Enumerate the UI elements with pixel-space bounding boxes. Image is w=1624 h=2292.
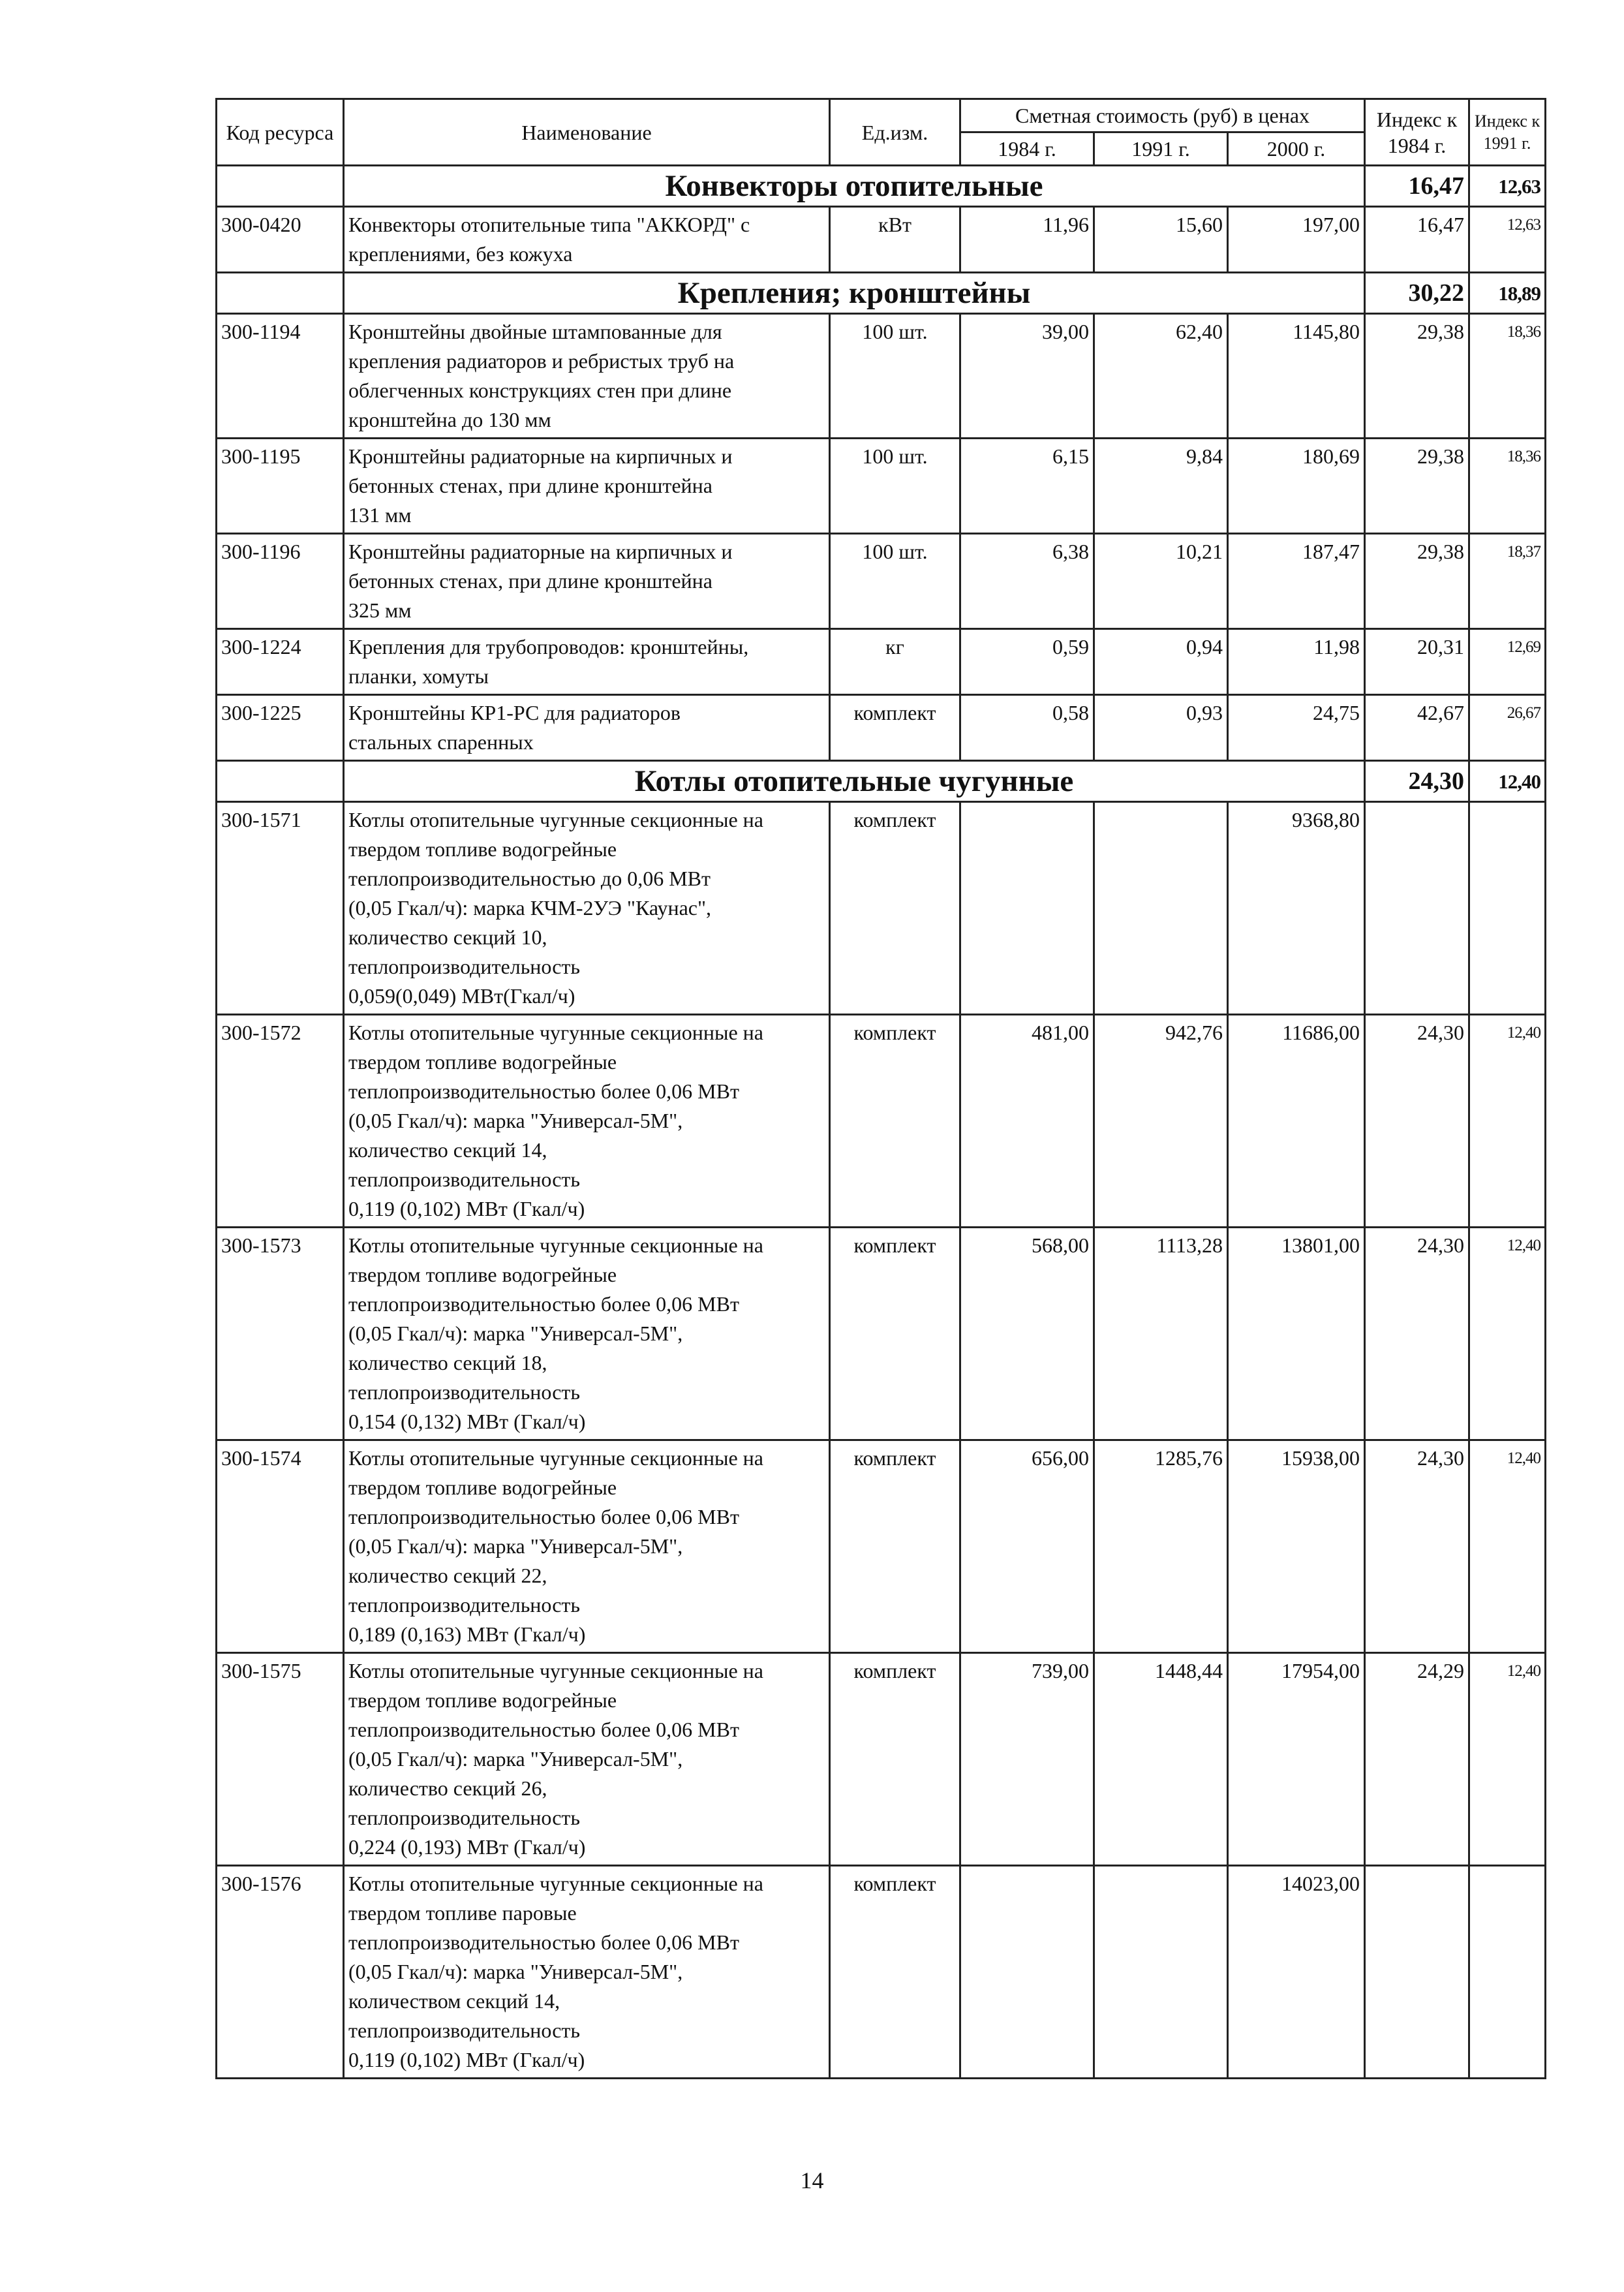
resource-name-line: 325 мм <box>348 598 412 622</box>
price-1984: 481,00 <box>960 1015 1094 1228</box>
resource-code: 300-1571 <box>217 802 344 1015</box>
resource-name-line: 0,154 (0,132) МВт (Гкал/ч) <box>348 1410 586 1433</box>
resource-name-line: теплопроизводительность <box>348 955 580 978</box>
index-1991: 12,40 <box>1469 1015 1546 1228</box>
resource-name-line: Конвекторы отопительные типа "АККОРД" с <box>348 213 750 236</box>
resource-name-line: теплопроизводительностью более 0,06 МВт <box>348 1930 739 1954</box>
resource-name-line: теплопроизводительность <box>348 1380 580 1404</box>
unit-cell: комплект <box>830 1228 960 1440</box>
price-1991: 1448,44 <box>1094 1653 1228 1866</box>
resource-name-line: твердом топливе водогрейные <box>348 1050 617 1074</box>
resource-name-line: теплопроизводительность <box>348 1806 580 1829</box>
price-2000: 14023,00 <box>1228 1866 1365 2079</box>
resource-name-line: (0,05 Гкал/ч): марка "Универсал-5М", <box>348 1109 683 1132</box>
resource-name-line: Котлы отопительные чугунные секционные на <box>348 1446 763 1470</box>
price-2000: 180,69 <box>1228 439 1365 534</box>
resource-name-line: Кронштейны двойные штампованные для <box>348 320 722 343</box>
price-1991: 9,84 <box>1094 439 1228 534</box>
index-1984: 24,30 <box>1365 1015 1469 1228</box>
resource-name-line: планки, хомуты <box>348 664 489 688</box>
price-2000: 24,75 <box>1228 695 1365 761</box>
price-1984: 39,00 <box>960 314 1094 439</box>
price-1984: 739,00 <box>960 1653 1094 1866</box>
index-1984: 24,29 <box>1365 1653 1469 1866</box>
resource-code: 300-1196 <box>217 534 344 629</box>
resource-name-line: теплопроизводительностью более 0,06 МВт <box>348 1079 739 1103</box>
resource-name-line: теплопроизводительностью до 0,06 МВт <box>348 867 711 890</box>
resource-name <box>344 439 830 534</box>
index-1991: 12,63 <box>1469 207 1546 273</box>
section-index-1984: 30,22 <box>1365 273 1469 314</box>
header-name: Наименование <box>344 99 830 166</box>
resource-name <box>344 1015 830 1228</box>
section-title: Крепления; кронштейны <box>344 273 1365 314</box>
header-cost-group: Сметная стоимость (руб) в ценах <box>960 99 1365 132</box>
resource-code: 300-1194 <box>217 314 344 439</box>
price-1991: 1113,28 <box>1094 1228 1228 1440</box>
resource-name-line: твердом топливе водогрейные <box>348 1688 617 1712</box>
resource-name-line: твердом топливе водогрейные <box>348 1476 617 1499</box>
section-header-row <box>217 761 1546 802</box>
price-2000: 9368,80 <box>1228 802 1365 1015</box>
price-1991 <box>1094 1866 1228 2079</box>
price-1991: 10,21 <box>1094 534 1228 629</box>
resource-name-line: (0,05 Гкал/ч): марка "Универсал-5М", <box>348 1747 683 1771</box>
price-2000: 15938,00 <box>1228 1440 1365 1653</box>
page-number: 14 <box>800 2167 824 2193</box>
resource-name-line: (0,05 Гкал/ч): марка "Универсал-5М", <box>348 1960 683 1983</box>
resource-name-line: Котлы отопительные чугунные секционные на <box>348 1659 763 1682</box>
table-body <box>217 166 1546 2079</box>
price-1984: 568,00 <box>960 1228 1094 1440</box>
price-1991 <box>1094 802 1228 1015</box>
index-1991: 18,36 <box>1469 439 1546 534</box>
index-1991 <box>1469 802 1546 1015</box>
index-1991: 18,36 <box>1469 314 1546 439</box>
index-1984 <box>1365 802 1469 1015</box>
resource-name-line: твердом топливе водогрейные <box>348 1263 617 1286</box>
header-code: Код ресурса <box>217 99 344 166</box>
header-index-1991: Индекс к 1991 г. <box>1469 99 1546 166</box>
unit-cell: комплект <box>830 695 960 761</box>
resource-code: 300-1575 <box>217 1653 344 1866</box>
resource-name <box>344 314 830 439</box>
resource-code: 300-1195 <box>217 439 344 534</box>
resource-name-line: бетонных стенах, при длине кронштейна <box>348 474 712 497</box>
table-row <box>217 1440 1546 1653</box>
price-1991: 1285,76 <box>1094 1440 1228 1653</box>
index-1991: 12,40 <box>1469 1653 1546 1866</box>
section-title: Котлы отопительные чугунные <box>344 761 1365 802</box>
unit-cell: кг <box>830 629 960 695</box>
table-row <box>217 1015 1546 1228</box>
table-row <box>217 1653 1546 1866</box>
resource-name-line: количество секций 14, <box>348 1138 547 1162</box>
unit-cell: 100 шт. <box>830 314 960 439</box>
header-index-1984: Индекс к 1984 г. <box>1365 99 1469 166</box>
resource-name-line: количество секций 22, <box>348 1564 547 1587</box>
resource-name <box>344 534 830 629</box>
unit-cell: 100 шт. <box>830 439 960 534</box>
price-table-sheet <box>215 98 1544 2079</box>
resource-name-line: количество секций 26, <box>348 1776 547 1800</box>
resource-code: 300-0420 <box>217 207 344 273</box>
price-1991: 0,94 <box>1094 629 1228 695</box>
table-row <box>217 534 1546 629</box>
price-1991: 62,40 <box>1094 314 1228 439</box>
index-1991: 18,37 <box>1469 534 1546 629</box>
table-row <box>217 802 1546 1015</box>
resource-name-line: 0,224 (0,193) МВт (Гкал/ч) <box>348 1835 586 1859</box>
resource-name-line: крепления радиаторов и ребристых труб на <box>348 349 735 373</box>
resource-name-line: твердом топливе водогрейные <box>348 837 617 861</box>
resource-code: 300-1225 <box>217 695 344 761</box>
table-row <box>217 314 1546 439</box>
resource-name-line: Котлы отопительные чугунные секционные на <box>348 1021 763 1044</box>
table-row <box>217 629 1546 695</box>
index-1984: 29,38 <box>1365 314 1469 439</box>
resource-name <box>344 695 830 761</box>
resource-name-line: 0,119 (0,102) МВт (Гкал/ч) <box>348 1197 585 1220</box>
resource-name-line: 0,119 (0,102) МВт (Гкал/ч) <box>348 2048 585 2071</box>
section-header-row <box>217 273 1546 314</box>
header-year-1991: 1991 г. <box>1094 132 1228 166</box>
resource-name-line: количество секций 10, <box>348 925 547 949</box>
price-2000: 1145,80 <box>1228 314 1365 439</box>
price-1984 <box>960 802 1094 1015</box>
section-index-1991: 12,40 <box>1469 761 1546 802</box>
price-1984: 11,96 <box>960 207 1094 273</box>
resource-name-line: (0,05 Гкал/ч): марка КЧМ-2УЭ "Каунас", <box>348 896 712 920</box>
table-row <box>217 207 1546 273</box>
price-1991: 0,93 <box>1094 695 1228 761</box>
table-row <box>217 1228 1546 1440</box>
unit-cell: кВт <box>830 207 960 273</box>
index-1991: 26,67 <box>1469 695 1546 761</box>
index-1984: 29,38 <box>1365 439 1469 534</box>
price-1984: 6,15 <box>960 439 1094 534</box>
resource-code: 300-1572 <box>217 1015 344 1228</box>
price-2000: 197,00 <box>1228 207 1365 273</box>
resource-name <box>344 1440 830 1653</box>
price-1984: 656,00 <box>960 1440 1094 1653</box>
index-1991: 12,40 <box>1469 1440 1546 1653</box>
price-1991: 15,60 <box>1094 207 1228 273</box>
price-1984 <box>960 1866 1094 2079</box>
header-unit: Ед.изм. <box>830 99 960 166</box>
section-title: Конвекторы отопительные <box>344 166 1365 207</box>
resource-name-line: облегченных конструкциях стен при длине <box>348 379 732 402</box>
resource-name-line: твердом топливе паровые <box>348 1901 577 1925</box>
resource-name-line: бетонных стенах, при длине кронштейна <box>348 569 712 593</box>
price-2000: 13801,00 <box>1228 1228 1365 1440</box>
unit-cell: 100 шт. <box>830 534 960 629</box>
price-1984: 0,58 <box>960 695 1094 761</box>
section-index-1991: 12,63 <box>1469 166 1546 207</box>
unit-cell: комплект <box>830 802 960 1015</box>
resource-name-line: теплопроизводительностью более 0,06 МВт <box>348 1292 739 1316</box>
index-1984: 24,30 <box>1365 1228 1469 1440</box>
resource-name-line: креплениями, без кожуха <box>348 242 573 266</box>
header-year-2000: 2000 г. <box>1228 132 1365 166</box>
section-index-1991: 18,89 <box>1469 273 1546 314</box>
resource-name-line: 0,059(0,049) МВт(Гкал/ч) <box>348 984 575 1008</box>
unit-cell: комплект <box>830 1866 960 2079</box>
resource-code: 300-1573 <box>217 1228 344 1440</box>
price-1991: 942,76 <box>1094 1015 1228 1228</box>
resource-name <box>344 207 830 273</box>
section-empty-cell <box>217 273 344 314</box>
resource-name-line: количеством секций 14, <box>348 1989 560 2013</box>
table-row <box>217 439 1546 534</box>
resource-code: 300-1224 <box>217 629 344 695</box>
resource-name-line: Крепления для трубопроводов: кронштейны, <box>348 635 749 658</box>
resource-name <box>344 1228 830 1440</box>
price-2000: 17954,00 <box>1228 1653 1365 1866</box>
price-1984: 6,38 <box>960 534 1094 629</box>
index-1984: 20,31 <box>1365 629 1469 695</box>
unit-cell: комплект <box>830 1440 960 1653</box>
index-1984: 29,38 <box>1365 534 1469 629</box>
price-2000: 11686,00 <box>1228 1015 1365 1228</box>
unit-cell: комплект <box>830 1015 960 1228</box>
section-index-1984: 16,47 <box>1365 166 1469 207</box>
resource-name-line: Котлы отопительные чугунные секционные на <box>348 1233 763 1257</box>
resource-name-line: Котлы отопительные чугунные секционные на <box>348 808 763 831</box>
resource-price-table <box>215 98 1546 2079</box>
section-index-1984: 24,30 <box>1365 761 1469 802</box>
resource-name-line: теплопроизводительность <box>348 1593 580 1617</box>
index-1991 <box>1469 1866 1546 2079</box>
resource-name <box>344 802 830 1015</box>
resource-name-line: Кронштейны КР1-РС для радиаторов <box>348 701 681 724</box>
table-header <box>217 99 1546 166</box>
resource-name-line: 0,189 (0,163) МВт (Гкал/ч) <box>348 1622 586 1646</box>
section-empty-cell <box>217 166 344 207</box>
resource-code: 300-1576 <box>217 1866 344 2079</box>
resource-name-line: теплопроизводительностью более 0,06 МВт <box>348 1505 739 1528</box>
resource-code: 300-1574 <box>217 1440 344 1653</box>
index-1991: 12,40 <box>1469 1228 1546 1440</box>
resource-name-line: стальных спаренных <box>348 730 534 754</box>
price-1984: 0,59 <box>960 629 1094 695</box>
resource-name-line: теплопроизводительность <box>348 1168 580 1191</box>
resource-name-line: 131 мм <box>348 503 412 527</box>
table-row <box>217 1866 1546 2079</box>
resource-name-line: (0,05 Гкал/ч): марка "Универсал-5М", <box>348 1322 683 1345</box>
resource-name-line: количество секций 18, <box>348 1351 547 1374</box>
resource-name-line: Котлы отопительные чугунные секционные на <box>348 1872 763 1895</box>
resource-name <box>344 1866 830 2079</box>
resource-name-line: кронштейна до 130 мм <box>348 408 551 431</box>
index-1984: 42,67 <box>1365 695 1469 761</box>
price-2000: 11,98 <box>1228 629 1365 695</box>
index-1984: 24,30 <box>1365 1440 1469 1653</box>
table-row <box>217 695 1546 761</box>
resource-name-line: теплопроизводительностью более 0,06 МВт <box>348 1718 739 1741</box>
resource-name-line: Кронштейны радиаторные на кирпичных и <box>348 540 733 563</box>
section-header-row <box>217 166 1546 207</box>
resource-name <box>344 629 830 695</box>
resource-name-line: (0,05 Гкал/ч): марка "Универсал-5М", <box>348 1534 683 1558</box>
section-empty-cell <box>217 761 344 802</box>
unit-cell: комплект <box>830 1653 960 1866</box>
resource-name <box>344 1653 830 1866</box>
resource-name-line: Кронштейны радиаторные на кирпичных и <box>348 444 733 468</box>
price-2000: 187,47 <box>1228 534 1365 629</box>
index-1984: 16,47 <box>1365 207 1469 273</box>
index-1984 <box>1365 1866 1469 2079</box>
index-1991: 12,69 <box>1469 629 1546 695</box>
resource-name-line: теплопроизводительность <box>348 2019 580 2042</box>
header-year-1984: 1984 г. <box>960 132 1094 166</box>
